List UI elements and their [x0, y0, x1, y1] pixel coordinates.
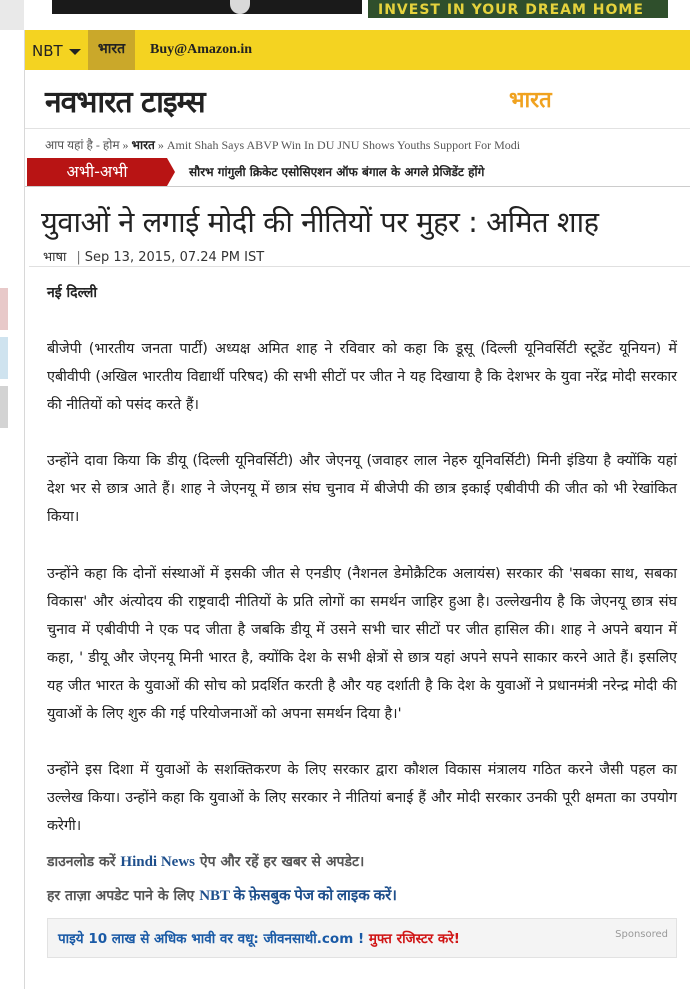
- article-paragraph: उन्होंने कहा कि दोनों संस्थाओं में इसकी जीत से एनडीए (नैशनल डेमोक्रैटिक अलायंस) सरकार की 'सबका साथ, सबका विकास' और अंत्योदय की राष्ट्रवादी नीतियों के प्रति लोगों का समर्थन जाहिर हुआ है। उल्लेखनीय है कि जेएनयू छात्र संघ चुनाव में एबीवीपी ने एक पद जीता है जबकि डीयू में उसने सभी चार सीटों पर जीत हासिल की। शाह ने अपने बयान में कहा, ' डीयू और जेएनयू मिनी भारत है, क्योंकि देश के सभी क्षेत्रों से छात्र यहां अपने सपने साकार करने आते हैं। इसलिए यह जीत भारत के युवाओं की सोच को प्रदर्शित करती है और यह दर्शाती है कि देश के युवाओं ने प्रधानमंत्री नरेन्द्र मोदी की युवाओं के लिए शुरु की गई परियोजनाओं को अपना समर्थन दिया है।': [47, 566, 677, 722]
- article-source: भाषा: [43, 250, 67, 265]
- article-paragraph: उन्होंने दावा किया कि डीयू (दिल्ली यूनिवर्सिटी) और जेएनयू (जवाहर लाल नेहरु यूनिवर्सिटी) मिनी इंडिया है क्योंकि यहां देश भर से छात्र आते हैं। शाह ने जेएनयू में छात्र संघ चुनाव में बीजेपी की छात्र इकाई एबीवीपी की जीत को भी रेखांकित किया।: [47, 453, 677, 525]
- page-container: [24, 30, 690, 989]
- breadcrumb-prefix: आप यहां है -: [45, 138, 103, 152]
- breadcrumb-home-link[interactable]: होम: [102, 138, 120, 152]
- left-gutter: [0, 0, 24, 30]
- sponsored-tag: Sponsored: [615, 929, 668, 940]
- nav-tab-bharat[interactable]: [88, 30, 135, 70]
- social-share-rail: [0, 288, 8, 435]
- section-title: भारत: [509, 88, 552, 113]
- app-download-promo: [47, 852, 364, 871]
- promo-text: डाउनलोड करें: [47, 854, 121, 870]
- nav-tab-label: भारत: [97, 41, 126, 57]
- share-button-twitter[interactable]: [0, 337, 8, 379]
- play-icon[interactable]: [230, 0, 250, 14]
- hindi-news-app-link[interactable]: Hindi News: [120, 854, 196, 870]
- article-paragraph: बीजेपी (भारतीय जनता पार्टी) अध्यक्ष अमित शाह ने रविवार को कहा कि डूसू (दिल्ली यूनिवर्सिटी स्टूडेंट यूनियन) में एबीवीपी (अखिल भारतीय विद्यार्थी परिषद) की सभी सीटों पर जीत ने यह दिखाया है कि देशभर के युवा नरेंद्र मोदी सरकार की नीतियों को पसंद करते हैं।: [47, 341, 677, 413]
- breadcrumb-separator: »: [154, 138, 167, 152]
- facebook-promo: [47, 885, 397, 905]
- breadcrumb-separator: »: [119, 138, 132, 152]
- top-navbar: [25, 30, 690, 70]
- amazon-link[interactable]: Buy@Amazon.in: [150, 42, 253, 57]
- article-headline: युवाओं ने लगाई मोदी की नीतियों पर मुहर : अमित शाह: [41, 205, 599, 239]
- article-dateline: नई दिल्ली: [47, 285, 98, 301]
- breadcrumb-section-link[interactable]: भारत: [131, 138, 155, 152]
- edition-label: NBT: [32, 42, 63, 60]
- breaking-news-ticker[interactable]: सौरभ गांगुली क्रिकेट एसोसिएशन ऑफ बंगाल के अगले प्रेजिडेंट होंगे: [189, 165, 485, 179]
- article-date: Sep 13, 2015, 07.24 PM IST: [84, 250, 265, 265]
- promo-text: ऐप और रहें हर खबर से अपडेट।: [195, 854, 365, 870]
- banner-ad-text: INVEST IN YOUR DREAM HOME: [378, 2, 644, 18]
- site-logo[interactable]: नवभारत टाइम्स: [45, 85, 205, 120]
- article-byline: [43, 247, 264, 265]
- chevron-down-icon: [69, 49, 81, 55]
- breadcrumb-current: Amit Shah Says ABVP Win In DU JNU Shows Youths Support For Modi: [166, 138, 521, 152]
- share-button-google[interactable]: [0, 288, 8, 330]
- video-ad[interactable]: [52, 0, 362, 14]
- sponsored-text: पाइये 10 लाख से अधिक भावी वर वधू: जीवनसाथी.com !: [58, 931, 369, 947]
- share-button-more[interactable]: [0, 386, 8, 428]
- facebook-page-link[interactable]: NBT के फ़ेसबुक पेज को लाइक करें।: [199, 888, 397, 904]
- banner-ad[interactable]: [368, 0, 668, 18]
- breaking-news-label-text: अभी-अभी: [66, 162, 128, 181]
- top-ad-strip: [0, 0, 690, 30]
- article-paragraph: उन्होंने इस दिशा में युवाओं के सशक्तिकरण के लिए सरकार द्वारा कौशल विकास मंत्रालय गठित करने जैसी पहल का उल्लेख किया। उन्होंने कहा कि युवाओं के लिए सरकार ने नीतियां बनाई हैं और मोदी सरकार उनकी पूरी क्षमता का उपयोग करेगी।: [47, 762, 677, 834]
- breadcrumb: [45, 136, 520, 153]
- breaking-news-bar: [25, 158, 690, 187]
- promo-text: हर ताज़ा अपडेट पाने के लिए: [47, 888, 200, 904]
- sponsored-box[interactable]: [47, 918, 677, 958]
- sponsored-cta[interactable]: मुफ्त रजिस्टर करे!: [368, 931, 460, 947]
- edition-dropdown[interactable]: [32, 42, 81, 60]
- sponsored-message[interactable]: [58, 929, 460, 947]
- article-body: [29, 266, 690, 990]
- byline-divider: |: [76, 250, 81, 265]
- breaking-news-label: [27, 158, 167, 186]
- site-header: [25, 70, 690, 129]
